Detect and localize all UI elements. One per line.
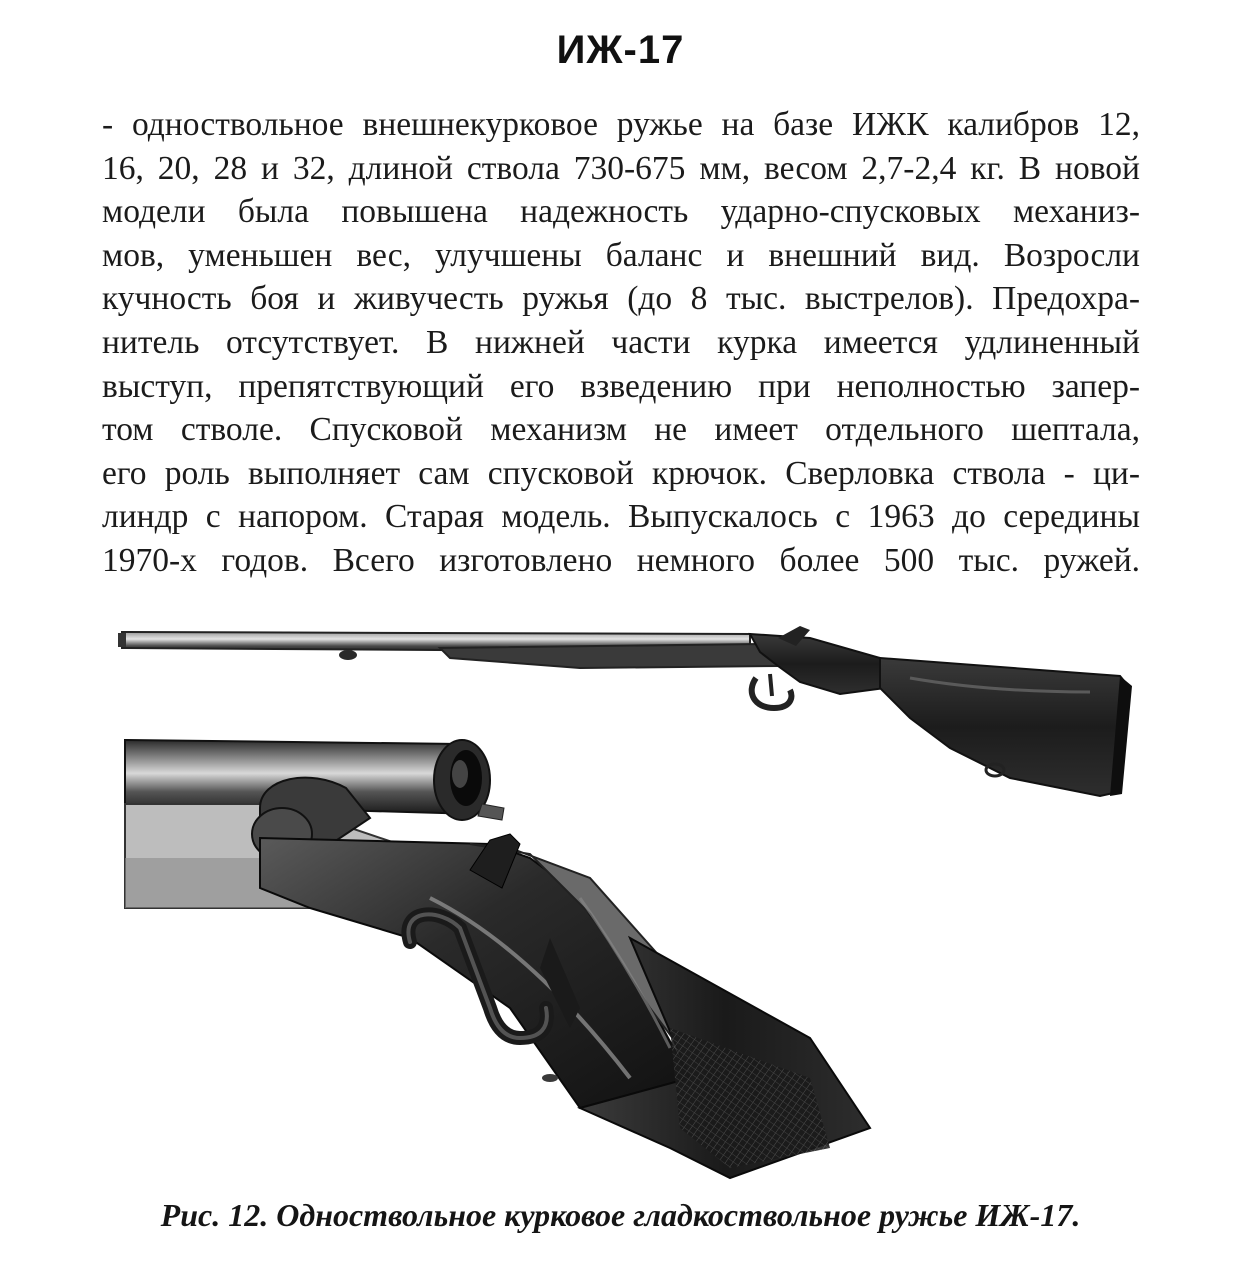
article-line: мов, уменьшен вес, улучшены баланс и внешний вид. Возросли [102, 236, 1140, 274]
article-line: 1970-х годов. Всего изготовлено немного более 500 тыс. ружей. [102, 541, 1140, 579]
article-line: нитель отсутствует. В нижней части курка имеется удлиненный [102, 323, 1140, 361]
figure-illustration [110, 608, 1150, 1188]
article-line: его роль выполняет сам спусковой крючок. Сверловка ствола - ци- [102, 454, 1140, 492]
article-line: кучность боя и живучесть ружья (до 8 тыс. выстрелов). Предохра- [102, 280, 1140, 318]
figure-caption: Рис. 12. Одноствольное курковое гладкоствольное ружье ИЖ-17. [160, 1197, 1081, 1233]
article-line: модели была повышена надежность ударно-спусковых механиз- [102, 193, 1140, 231]
article-line: линдр с напором. Старая модель. Выпускалось с 1963 до середины [102, 498, 1140, 536]
article-line: 16, 20, 28 и 32, длиной ствола 730-675 мм, весом 2,7-2,4 кг. В новой [102, 149, 1140, 187]
page-title: ИЖ-17 [556, 28, 685, 72]
article-line: выступ, препятствующий его взведению при неполностью запер- [102, 367, 1140, 405]
article-line: - одноствольное внешнекурковое ружье на базе ИЖК калибров 12, [102, 106, 1140, 143]
article-body [102, 103, 1140, 583]
article-line: том стволе. Спусковой механизм не имеет отдельного шептала, [102, 411, 1140, 449]
shotgun-action-detail-icon [125, 740, 870, 1178]
